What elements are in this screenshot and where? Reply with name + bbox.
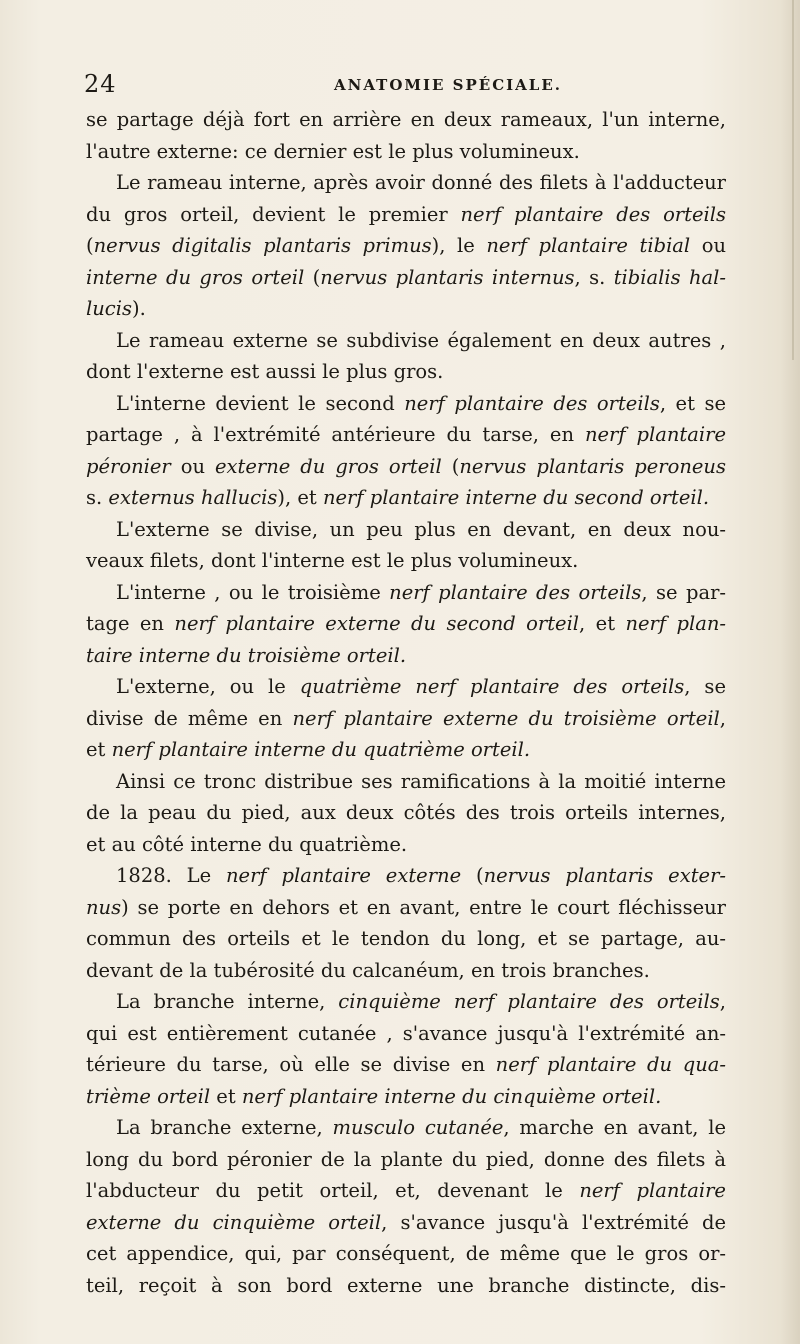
text-segment: ,: [719, 706, 726, 730]
text-segment: , marche en avant, le: [503, 1116, 727, 1139]
italic-term: nerf plantaire des orteils: [404, 391, 660, 415]
text-line: [86, 860, 726, 892]
text-segment: long du bord péronier de la plante du pied, donne des filets à: [86, 1147, 726, 1171]
italic-term: musculo cutanée: [332, 1116, 504, 1139]
italic-term: péronier: [86, 454, 171, 478]
text-line: [86, 1238, 726, 1270]
text-line: [86, 671, 726, 703]
text-line: [86, 230, 726, 262]
text-segment: Le rameau externe se subdivise également en deux autres ,: [116, 328, 726, 352]
text-line: [86, 892, 726, 924]
text-line: [86, 325, 726, 357]
text-line: [86, 136, 726, 168]
body-text: [86, 104, 726, 1301]
text-line: [86, 797, 726, 829]
text-line: [86, 451, 726, 483]
text-segment: du gros orteil, devient le premier: [86, 202, 461, 226]
text-line: [86, 608, 726, 640]
text-line: [86, 514, 726, 546]
italic-term: nerf plantaire externe du troisième orteil: [292, 706, 720, 730]
text-segment: L'interne devient le second: [116, 391, 405, 415]
text-line: [86, 545, 726, 577]
text-segment: (: [461, 864, 484, 887]
italic-term: lucis: [86, 297, 132, 320]
text-segment: ou: [690, 234, 727, 257]
italic-term: taire interne du troisième orteil.: [86, 643, 407, 667]
text-segment: ,: [719, 990, 726, 1013]
text-line: [86, 923, 726, 955]
text-line: [86, 1112, 726, 1144]
italic-term: nerf plantaire interne du quatrième orteil.: [111, 738, 531, 761]
text-line: [86, 703, 726, 735]
text-segment: cet appendice, qui, par conséquent, de même que le gros or-: [86, 1242, 726, 1265]
text-line: [86, 356, 726, 388]
italic-term: quatrième nerf plantaire des orteils: [299, 675, 685, 698]
text-line: [86, 640, 726, 672]
text-line: [86, 1175, 726, 1207]
text-segment: devant de la tubérosité du calcanéum, en trois branches.: [86, 958, 650, 982]
text-segment: divise de même en: [86, 706, 293, 730]
italic-term: externe du cinquième orteil: [86, 1210, 382, 1234]
text-segment: , s.: [574, 265, 614, 289]
text-segment: et au côté interne du quatrième.: [86, 832, 408, 856]
text-segment: dont l'externe est aussi le plus gros.: [86, 360, 444, 383]
text-segment: 1828. Le: [116, 864, 226, 887]
italic-term: nerf plantaire des orteils: [460, 202, 726, 226]
italic-term: nerf plantaire externe du second orteil: [174, 612, 580, 635]
italic-term: nerf plantaire du qua-: [495, 1053, 726, 1076]
italic-term: nerf plantaire interne du cinquième orteil.: [241, 1084, 662, 1108]
text-segment: ), le: [431, 234, 487, 257]
italic-term: externus hallucis: [108, 486, 278, 509]
text-segment: L'interne , ou le troisième: [116, 580, 390, 604]
italic-term: tibialis hal-: [613, 265, 727, 289]
text-line: [86, 1018, 726, 1050]
italic-term: externe du gros orteil: [215, 454, 442, 478]
text-line: [86, 199, 726, 231]
text-segment: se partage déjà fort en arrière en deux rameaux, l'un interne,: [86, 108, 726, 131]
text-line: [86, 986, 726, 1018]
italic-term: nerf plantaire des orteils: [389, 580, 642, 604]
running-head: ANATOMIE SPÉCIALE.: [334, 76, 563, 94]
italic-term: nerf plantaire interne du second orteil.: [322, 486, 710, 509]
text-segment: (: [86, 234, 94, 257]
text-segment: Le rameau interne, après avoir donné des filets à l'adducteur: [116, 171, 726, 194]
text-segment: L'externe, ou le: [116, 675, 300, 698]
text-segment: La branche interne,: [116, 990, 339, 1013]
italic-term: trième orteil: [86, 1084, 211, 1108]
text-line: [86, 829, 726, 861]
text-segment: , se: [684, 675, 726, 698]
text-line: [86, 482, 726, 514]
text-segment: partage , à l'extrémité antérieure du tarse, en: [86, 423, 585, 446]
italic-term: nus: [86, 895, 122, 919]
text-segment: commun des orteils et le tendon du long, et se partage, au-: [86, 927, 726, 950]
text-line: [86, 1144, 726, 1176]
text-line: [86, 388, 726, 420]
text-segment: veaux filets, dont l'interne est le plus volumineux.: [86, 549, 579, 572]
text-segment: , se par-: [641, 580, 726, 604]
page-number: 24: [84, 70, 117, 98]
italic-term: nervus plantaris exter-: [483, 864, 726, 887]
text-segment: , et: [579, 612, 626, 635]
text-line: [86, 1049, 726, 1081]
text-segment: teil, reçoit à son bord externe une branche distincte, dis-: [86, 1273, 726, 1297]
italic-term: nerf plantaire externe: [226, 864, 462, 887]
text-line: [86, 167, 726, 199]
text-segment: s.: [86, 486, 109, 509]
italic-term: cinquième nerf plantaire des orteils: [338, 990, 720, 1013]
text-segment: ).: [131, 297, 146, 320]
text-line: [86, 293, 726, 325]
text-segment: (: [441, 454, 460, 478]
italic-term: nerf plantaire tibial: [486, 234, 691, 257]
text-segment: La branche externe,: [116, 1116, 333, 1139]
italic-term: nerf plantaire: [584, 423, 726, 446]
text-line: [86, 734, 726, 766]
page-edge-shadow: [792, 0, 794, 360]
italic-term: nervus digitalis plantaris primus: [93, 234, 432, 257]
text-segment: Ainsi ce tronc distribue ses ramifications à la moitié interne: [116, 769, 726, 793]
text-segment: ) se porte en dehors et en avant, entre le court fléchisseur: [121, 895, 726, 919]
text-segment: qui est entièrement cutanée , s'avance jusqu'à l'extrémité an-: [86, 1021, 726, 1045]
italic-term: nervus plantaris internus: [320, 265, 575, 289]
italic-term: nerf plan-: [625, 612, 726, 635]
text-segment: et: [210, 1084, 242, 1108]
text-segment: térieure du tarse, où elle se divise en: [86, 1053, 496, 1076]
text-segment: ), et: [277, 486, 323, 509]
text-line: [86, 262, 726, 294]
text-segment: (: [304, 265, 321, 289]
text-segment: ou: [170, 454, 215, 478]
text-segment: , s'avance jusqu'à l'extrémité de: [381, 1210, 727, 1234]
text-segment: de la peau du pied, aux deux côtés des trois orteils internes,: [86, 801, 726, 824]
text-line: [86, 1081, 726, 1113]
text-segment: tage en: [86, 612, 175, 635]
text-line: [86, 1270, 726, 1302]
text-segment: l'autre externe: ce dernier est le plus volumineux.: [86, 139, 580, 163]
text-segment: et: [86, 738, 112, 761]
italic-term: interne du gros orteil: [86, 265, 305, 289]
text-line: [86, 1207, 726, 1239]
text-line: [86, 104, 726, 136]
text-segment: L'externe se divise, un peu plus en devant, en deux nou-: [116, 517, 726, 541]
text-line: [86, 419, 726, 451]
text-line: [86, 577, 726, 609]
text-line: [86, 766, 726, 798]
text-segment: l'abducteur du petit orteil, et, devenant le: [86, 1179, 580, 1202]
text-segment: , et se: [659, 391, 726, 415]
text-line: [86, 955, 726, 987]
italic-term: nervus plantaris peroneus: [459, 454, 726, 478]
italic-term: nerf plantaire: [579, 1179, 726, 1202]
page-header: [84, 70, 724, 102]
